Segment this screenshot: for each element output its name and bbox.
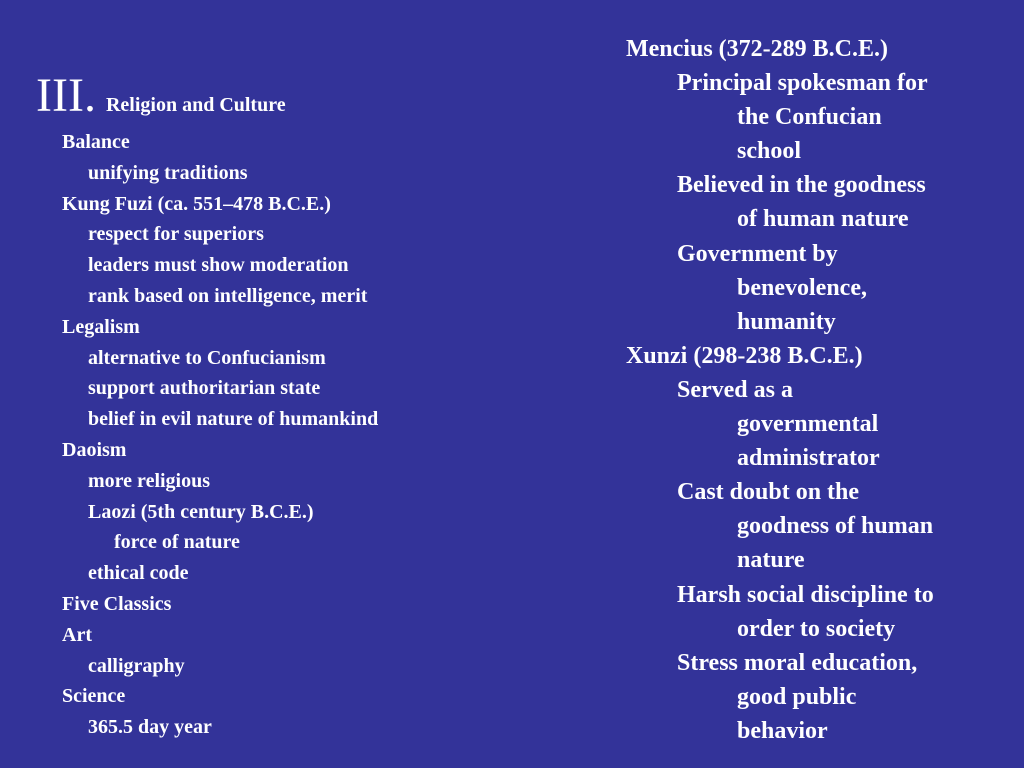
left-outline-item-level-1: Balance xyxy=(62,131,130,153)
right-outline-item-level-3: good public xyxy=(737,683,857,710)
left-outline-item-level-2: support authoritarian state xyxy=(88,377,321,400)
right-outline-item-level-2: Stress moral education, xyxy=(677,649,918,676)
left-outline-item-level-3: force of nature xyxy=(114,531,240,554)
right-outline-item-level-3: administrator xyxy=(737,445,880,472)
right-outline-item-level-3: goodness of human xyxy=(737,513,934,540)
title-text: Religion and Culture xyxy=(105,94,286,116)
left-outline-item-level-1: Art xyxy=(62,623,92,646)
right-outline-item-level-2: Cast doubt on the xyxy=(677,479,860,506)
left-outline-item-level-1: Legalism xyxy=(62,315,140,338)
left-outline-item-level-1: Five Classics xyxy=(62,592,172,615)
right-outline-item-level-3: order to society xyxy=(737,615,896,642)
left-outline-item-level-2: calligraphy xyxy=(88,654,185,677)
left-outline-item-level-2: rank based on intelligence, merit xyxy=(88,284,368,307)
right-outline xyxy=(626,32,1006,748)
right-outline-item-level-3: governmental xyxy=(737,411,879,438)
right-outline-item-level-1: Xunzi (298-238 B.C.E.) xyxy=(626,342,863,369)
right-outline-item-level-3: benevolence, xyxy=(737,274,867,301)
title-numeral: III. xyxy=(36,69,96,122)
right-outline-item-level-2: Principal spokesman for xyxy=(677,70,928,97)
left-outline-item-level-1: Kung Fuzi (ca. 551–478 B.C.E.) xyxy=(62,192,331,215)
right-outline-item-level-3: the Confucian xyxy=(737,104,882,131)
left-outline-item-level-2: alternative to Confucianism xyxy=(88,346,326,369)
left-outline-item-level-2: belief in evil nature of humankind xyxy=(88,408,379,431)
right-outline-item-level-3: school xyxy=(737,138,802,165)
slide-title xyxy=(36,69,286,122)
right-outline-item-level-3: nature xyxy=(737,547,805,574)
left-outline-item-level-2: unifying traditions xyxy=(88,161,248,184)
left-outline-item-level-2: ethical code xyxy=(88,562,189,585)
right-outline-item-level-3: behavior xyxy=(737,717,828,744)
right-outline-item-level-3: of human nature xyxy=(737,206,909,233)
left-outline-item-level-2: Laozi (5th century B.C.E.) xyxy=(88,500,314,523)
left-outline-item-level-1: Science xyxy=(62,685,126,708)
left-outline-item-level-2: respect for superiors xyxy=(88,223,264,246)
right-outline-item-level-2: Believed in the goodness xyxy=(677,172,926,199)
left-outline-item-level-2: more religious xyxy=(88,469,211,492)
left-outline xyxy=(62,127,522,743)
right-outline-item-level-3: humanity xyxy=(737,308,836,335)
right-outline-item-level-2: Harsh social discipline to xyxy=(677,581,934,608)
left-outline-item-level-1: Daoism xyxy=(62,438,127,461)
right-outline-item-level-1: Mencius (372-289 B.C.E.) xyxy=(626,36,888,62)
left-outline-item-level-2: leaders must show moderation xyxy=(88,254,349,277)
right-outline-item-level-2: Served as a xyxy=(677,376,793,403)
left-outline-item-level-2: 365.5 day year xyxy=(88,716,212,739)
right-outline-item-level-2: Government by xyxy=(677,240,838,267)
